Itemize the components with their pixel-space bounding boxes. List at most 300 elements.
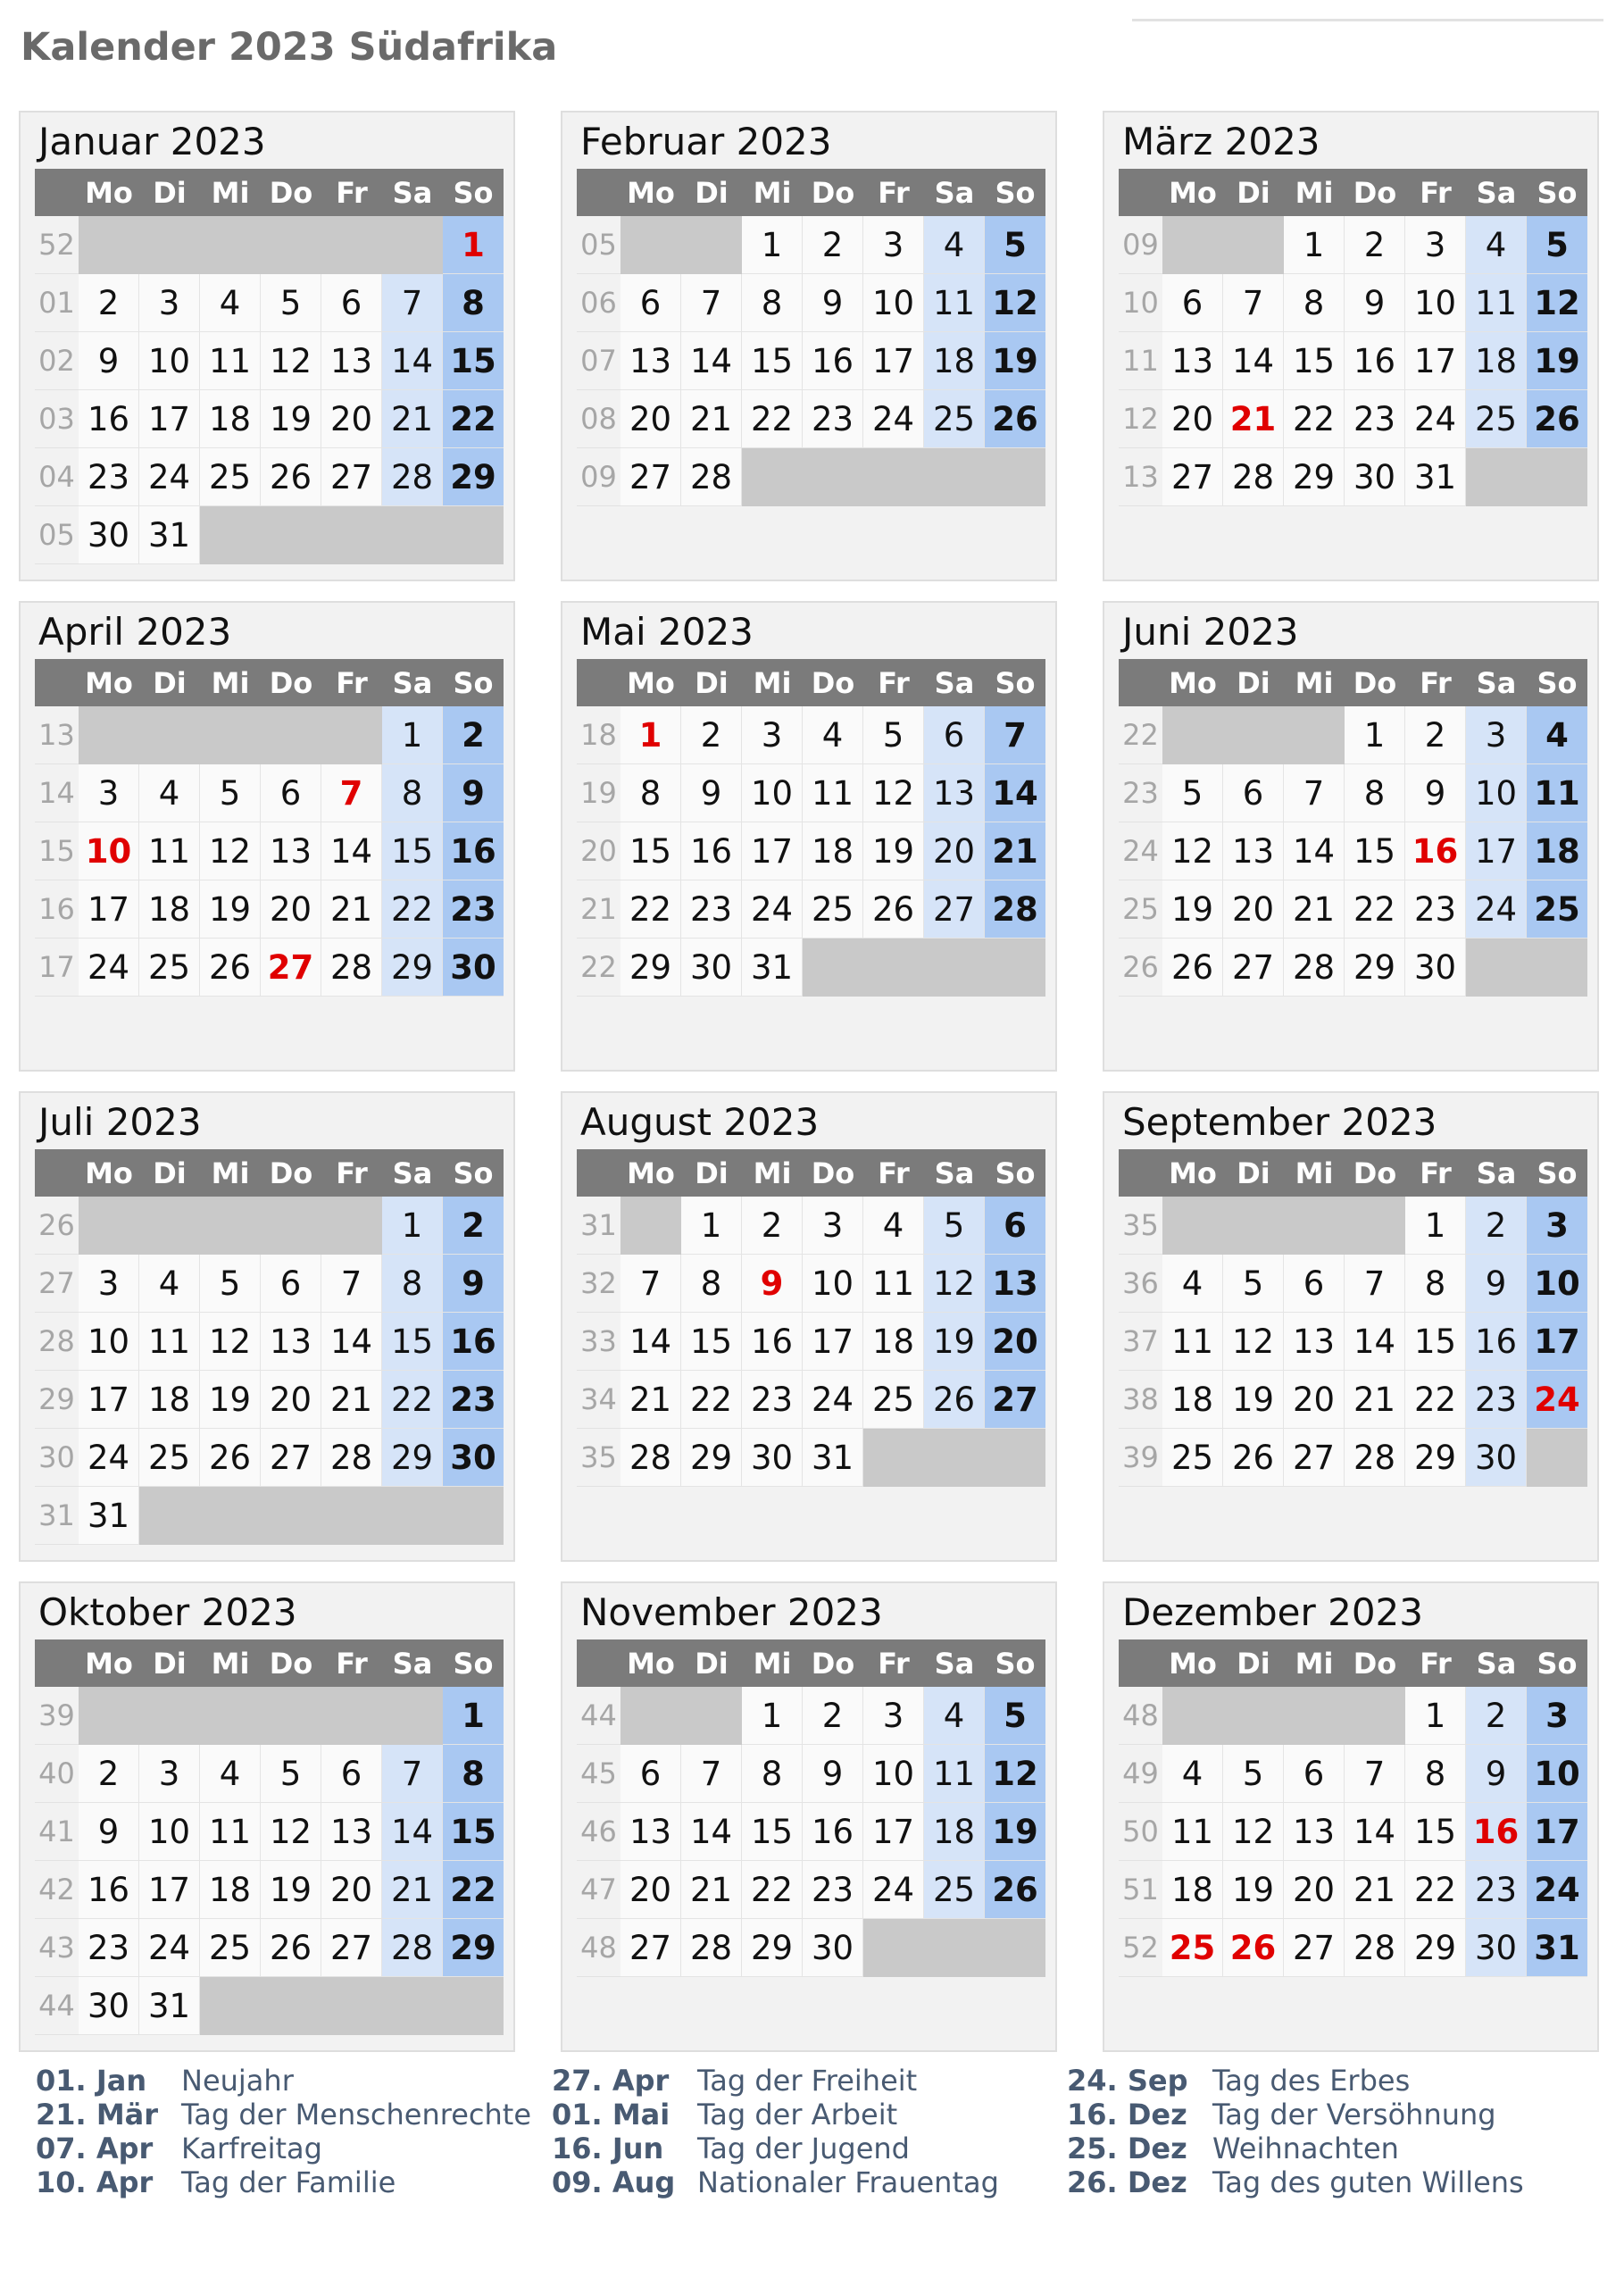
holiday-day-cell: 25 — [1162, 1919, 1223, 1977]
holiday-day-cell: 7 — [321, 764, 382, 822]
holiday-day-cell: 24 — [1527, 1371, 1587, 1429]
week-number: 13 — [1119, 448, 1162, 506]
day-cell: 25 — [139, 1429, 200, 1487]
day-cell: 16 — [1345, 332, 1405, 390]
month-grid — [1119, 1149, 1587, 1545]
empty-day-cell — [79, 216, 139, 274]
month-title: Mai 2023 — [580, 610, 754, 654]
week-number: 33 — [577, 1313, 620, 1371]
holiday-date: 21. Mär — [36, 2098, 159, 2132]
weekday-header: Do — [803, 1149, 863, 1197]
week-number: 46 — [577, 1803, 620, 1861]
weekday-header: Do — [261, 1639, 321, 1687]
day-cell: 17 — [1466, 822, 1527, 880]
month-grid — [577, 1149, 1045, 1545]
weekday-header: Sa — [382, 659, 443, 706]
day-cell: 5 — [261, 274, 321, 332]
week-number: 48 — [1119, 1687, 1162, 1745]
day-cell: 9 — [1466, 1255, 1527, 1313]
week-number: 39 — [35, 1687, 79, 1745]
day-cell: 28 — [321, 1429, 382, 1487]
month-grid — [1119, 169, 1587, 564]
week-number: 12 — [1119, 390, 1162, 448]
day-cell: 27 — [985, 1371, 1045, 1429]
day-cell: 6 — [1162, 274, 1223, 332]
empty-day-cell — [200, 706, 261, 764]
weekday-header: Fr — [1405, 659, 1466, 706]
weekday-header: So — [985, 659, 1045, 706]
week-number: 16 — [35, 880, 79, 939]
holiday-name: Weihnachten — [1212, 2132, 1399, 2165]
day-cell: 11 — [1466, 274, 1527, 332]
weekday-header: Do — [261, 1149, 321, 1197]
empty-day-cell — [1527, 448, 1587, 506]
day-cell: 3 — [139, 274, 200, 332]
day-cell: 14 — [1223, 332, 1284, 390]
holiday-day-cell: 1 — [443, 216, 504, 274]
day-cell: 11 — [803, 764, 863, 822]
day-cell: 5 — [261, 1745, 321, 1803]
day-cell: 5 — [1223, 1255, 1284, 1313]
month-panel — [561, 1581, 1057, 2052]
holiday-name: Tag der Versöhnung — [1212, 2098, 1496, 2132]
weekday-header: Di — [1223, 169, 1284, 216]
day-cell: 13 — [1284, 1803, 1345, 1861]
weekday-header: So — [443, 1149, 504, 1197]
empty-day-cell — [1162, 216, 1223, 274]
weekday-header: Mi — [742, 169, 803, 216]
week-number: 03 — [35, 390, 79, 448]
day-cell: 4 — [1162, 1255, 1223, 1313]
empty-day-cell — [382, 216, 443, 274]
holiday-name: Nationaler Frauentag — [697, 2165, 999, 2199]
day-cell: 2 — [443, 706, 504, 764]
day-cell: 7 — [1284, 764, 1345, 822]
week-number: 42 — [35, 1861, 79, 1919]
weekday-header: Mi — [200, 169, 261, 216]
day-cell: 23 — [79, 1919, 139, 1977]
month-panel — [1103, 1581, 1599, 2052]
week-number: 31 — [577, 1197, 620, 1255]
day-cell: 7 — [1345, 1745, 1405, 1803]
day-cell: 11 — [139, 822, 200, 880]
weekday-header: Fr — [1405, 1639, 1466, 1687]
weekday-header: Mi — [1284, 169, 1345, 216]
day-cell: 3 — [1466, 706, 1527, 764]
day-cell: 3 — [79, 764, 139, 822]
weekday-header: Mo — [1162, 659, 1223, 706]
week-number-header — [577, 1149, 620, 1197]
weekday-header: Mo — [620, 659, 681, 706]
month-grid — [577, 169, 1045, 564]
day-cell: 24 — [863, 1861, 924, 1919]
week-number: 20 — [577, 822, 620, 880]
day-cell: 19 — [200, 880, 261, 939]
day-cell: 6 — [1284, 1255, 1345, 1313]
page-title: Kalender 2023 Südafrika — [21, 25, 558, 70]
day-cell: 21 — [985, 822, 1045, 880]
weekday-header: Mo — [1162, 169, 1223, 216]
day-cell: 11 — [200, 332, 261, 390]
day-cell: 7 — [1223, 274, 1284, 332]
day-cell: 7 — [382, 274, 443, 332]
week-number: 11 — [1119, 332, 1162, 390]
empty-day-cell — [321, 706, 382, 764]
day-cell: 12 — [985, 274, 1045, 332]
month-grid — [1119, 1639, 1587, 2035]
day-cell: 4 — [924, 216, 985, 274]
weekday-header: Di — [681, 1639, 742, 1687]
day-cell: 27 — [620, 448, 681, 506]
top-divider — [1132, 19, 1603, 21]
day-cell: 21 — [321, 1371, 382, 1429]
day-cell: 27 — [1284, 1429, 1345, 1487]
day-cell: 28 — [620, 1429, 681, 1487]
weekday-header: Mo — [620, 1149, 681, 1197]
day-cell: 8 — [1284, 274, 1345, 332]
day-cell: 15 — [443, 1803, 504, 1861]
weekday-header: Sa — [924, 1639, 985, 1687]
holiday-day-cell: 26 — [1223, 1919, 1284, 1977]
day-cell: 17 — [863, 332, 924, 390]
day-cell: 28 — [985, 880, 1045, 939]
holiday-date: 01. Jan — [36, 2064, 147, 2098]
day-cell: 30 — [803, 1919, 863, 1977]
day-cell: 5 — [924, 1197, 985, 1255]
day-cell: 25 — [924, 1861, 985, 1919]
empty-day-cell — [321, 1687, 382, 1745]
day-cell: 8 — [443, 1745, 504, 1803]
day-cell: 31 — [742, 939, 803, 997]
empty-day-cell — [985, 939, 1045, 997]
day-cell: 15 — [443, 332, 504, 390]
empty-day-cell — [1284, 706, 1345, 764]
empty-day-cell — [200, 1487, 261, 1545]
day-cell: 9 — [1345, 274, 1405, 332]
empty-day-cell — [200, 1977, 261, 2035]
day-cell: 30 — [1405, 939, 1466, 997]
day-cell: 22 — [742, 390, 803, 448]
day-cell: 18 — [924, 1803, 985, 1861]
day-cell: 25 — [200, 1919, 261, 1977]
day-cell: 20 — [1284, 1861, 1345, 1919]
day-cell: 17 — [863, 1803, 924, 1861]
day-cell: 14 — [1345, 1803, 1405, 1861]
day-cell: 10 — [1466, 764, 1527, 822]
empty-day-cell — [443, 1977, 504, 2035]
day-cell: 24 — [1466, 880, 1527, 939]
weekday-header: Do — [261, 169, 321, 216]
day-cell: 2 — [681, 706, 742, 764]
day-cell: 13 — [1223, 822, 1284, 880]
day-cell: 30 — [79, 1977, 139, 2035]
weekday-header: Sa — [924, 169, 985, 216]
day-cell: 26 — [924, 1371, 985, 1429]
day-cell: 9 — [681, 764, 742, 822]
day-cell: 14 — [620, 1313, 681, 1371]
empty-day-cell — [985, 448, 1045, 506]
day-cell: 19 — [985, 332, 1045, 390]
empty-day-cell — [79, 1687, 139, 1745]
day-cell: 2 — [443, 1197, 504, 1255]
day-cell: 29 — [1405, 1919, 1466, 1977]
day-cell: 18 — [1162, 1371, 1223, 1429]
day-cell: 29 — [1345, 939, 1405, 997]
day-cell: 6 — [1223, 764, 1284, 822]
day-cell: 10 — [139, 1803, 200, 1861]
empty-day-cell — [1466, 448, 1527, 506]
holiday-entry — [1067, 2165, 1524, 2199]
empty-day-cell — [924, 1429, 985, 1487]
day-cell: 10 — [1527, 1255, 1587, 1313]
empty-day-cell — [321, 506, 382, 564]
month-grid — [35, 169, 504, 564]
day-cell: 27 — [1284, 1919, 1345, 1977]
day-cell: 8 — [382, 1255, 443, 1313]
day-cell: 1 — [382, 1197, 443, 1255]
day-cell: 24 — [79, 939, 139, 997]
month-panel — [19, 111, 515, 581]
day-cell: 25 — [1466, 390, 1527, 448]
empty-day-cell — [200, 1197, 261, 1255]
day-cell: 13 — [321, 1803, 382, 1861]
holiday-name: Tag des Erbes — [1212, 2064, 1411, 2098]
day-cell: 11 — [139, 1313, 200, 1371]
week-number: 32 — [577, 1255, 620, 1313]
day-cell: 1 — [382, 706, 443, 764]
day-cell: 31 — [1527, 1919, 1587, 1977]
day-cell: 19 — [261, 1861, 321, 1919]
holiday-name: Karfreitag — [181, 2132, 322, 2165]
day-cell: 21 — [321, 880, 382, 939]
weekday-header: Sa — [1466, 1149, 1527, 1197]
week-number: 49 — [1119, 1745, 1162, 1803]
empty-day-cell — [261, 1197, 321, 1255]
day-cell: 19 — [1527, 332, 1587, 390]
day-cell: 5 — [985, 216, 1045, 274]
weekday-header: Do — [803, 659, 863, 706]
empty-day-cell — [1223, 216, 1284, 274]
day-cell: 22 — [1405, 1371, 1466, 1429]
day-cell: 22 — [443, 1861, 504, 1919]
weekday-header: Do — [1345, 659, 1405, 706]
day-cell: 13 — [321, 332, 382, 390]
weekday-header: Mo — [79, 1639, 139, 1687]
empty-day-cell — [803, 448, 863, 506]
day-cell: 14 — [382, 1803, 443, 1861]
day-cell: 9 — [79, 1803, 139, 1861]
empty-day-cell — [261, 216, 321, 274]
day-cell: 10 — [863, 274, 924, 332]
day-cell: 16 — [443, 822, 504, 880]
day-cell: 11 — [200, 1803, 261, 1861]
weekday-header: So — [985, 1149, 1045, 1197]
day-cell: 15 — [742, 1803, 803, 1861]
holiday-entry — [1067, 2098, 1524, 2132]
day-cell: 20 — [620, 1861, 681, 1919]
day-cell: 14 — [681, 1803, 742, 1861]
day-cell: 8 — [443, 274, 504, 332]
week-number: 34 — [577, 1371, 620, 1429]
weekday-header: Mo — [620, 169, 681, 216]
week-number: 13 — [35, 706, 79, 764]
weekday-header: So — [443, 659, 504, 706]
day-cell: 16 — [803, 332, 863, 390]
empty-day-cell — [924, 1919, 985, 1977]
empty-day-cell — [1345, 1197, 1405, 1255]
weekday-header: Fr — [1405, 169, 1466, 216]
day-cell: 16 — [1466, 1313, 1527, 1371]
month-grid — [35, 1639, 504, 2035]
day-cell: 31 — [139, 1977, 200, 2035]
week-number: 08 — [577, 390, 620, 448]
weekday-header: Mi — [1284, 1149, 1345, 1197]
week-number: 52 — [35, 216, 79, 274]
day-cell: 26 — [261, 448, 321, 506]
day-cell: 27 — [620, 1919, 681, 1977]
day-cell: 3 — [1527, 1687, 1587, 1745]
empty-day-cell — [261, 1687, 321, 1745]
weekday-header: Sa — [1466, 169, 1527, 216]
week-number-header — [1119, 1149, 1162, 1197]
holiday-date: 25. Dez — [1067, 2132, 1187, 2165]
day-cell: 21 — [382, 390, 443, 448]
week-number-header — [577, 169, 620, 216]
day-cell: 21 — [382, 1861, 443, 1919]
day-cell: 19 — [985, 1803, 1045, 1861]
holiday-legend-column — [36, 2064, 531, 2199]
month-grid — [577, 659, 1045, 1055]
weekday-header: Fr — [863, 169, 924, 216]
week-number: 41 — [35, 1803, 79, 1861]
week-number: 01 — [35, 274, 79, 332]
day-cell: 24 — [1405, 390, 1466, 448]
empty-day-cell — [321, 216, 382, 274]
day-cell: 31 — [1405, 448, 1466, 506]
holiday-name: Tag der Familie — [181, 2165, 396, 2199]
holiday-name: Tag der Menschenrechte — [181, 2098, 532, 2132]
weekday-header: Sa — [924, 1149, 985, 1197]
empty-day-cell — [681, 216, 742, 274]
empty-day-cell — [139, 216, 200, 274]
day-cell: 8 — [1345, 764, 1405, 822]
day-cell: 20 — [1162, 390, 1223, 448]
weekday-header: Di — [139, 1149, 200, 1197]
day-cell: 16 — [443, 1313, 504, 1371]
day-cell: 22 — [1405, 1861, 1466, 1919]
day-cell: 31 — [803, 1429, 863, 1487]
day-cell: 18 — [863, 1313, 924, 1371]
day-cell: 22 — [1284, 390, 1345, 448]
day-cell: 18 — [924, 332, 985, 390]
day-cell: 30 — [443, 1429, 504, 1487]
empty-day-cell — [742, 448, 803, 506]
week-number: 39 — [1119, 1429, 1162, 1487]
week-number: 30 — [35, 1429, 79, 1487]
weekday-header: Mi — [1284, 1639, 1345, 1687]
empty-day-cell — [1162, 1687, 1223, 1745]
day-cell: 5 — [863, 706, 924, 764]
day-cell: 30 — [1466, 1919, 1527, 1977]
holiday-entry — [1067, 2064, 1524, 2098]
day-cell: 11 — [924, 1745, 985, 1803]
holiday-entry — [36, 2098, 531, 2132]
weekday-header: So — [985, 169, 1045, 216]
day-cell: 26 — [1527, 390, 1587, 448]
day-cell: 5 — [1527, 216, 1587, 274]
day-cell: 10 — [863, 1745, 924, 1803]
day-cell: 3 — [139, 1745, 200, 1803]
day-cell: 4 — [200, 274, 261, 332]
weekday-header: Sa — [382, 1149, 443, 1197]
day-cell: 10 — [79, 1313, 139, 1371]
day-cell: 8 — [1405, 1255, 1466, 1313]
week-number-header — [577, 1639, 620, 1687]
week-number: 07 — [577, 332, 620, 390]
weekday-header: Mi — [742, 1639, 803, 1687]
week-number: 38 — [1119, 1371, 1162, 1429]
day-cell: 20 — [1284, 1371, 1345, 1429]
day-cell: 15 — [1345, 822, 1405, 880]
day-cell: 25 — [1527, 880, 1587, 939]
empty-day-cell — [200, 1687, 261, 1745]
day-cell: 22 — [681, 1371, 742, 1429]
weekday-header: So — [1527, 1149, 1587, 1197]
day-cell: 26 — [261, 1919, 321, 1977]
day-cell: 14 — [321, 1313, 382, 1371]
day-cell: 1 — [742, 216, 803, 274]
day-cell: 9 — [803, 274, 863, 332]
day-cell: 18 — [200, 390, 261, 448]
day-cell: 8 — [742, 1745, 803, 1803]
weekday-header: Di — [1223, 1149, 1284, 1197]
empty-day-cell — [79, 1197, 139, 1255]
weekday-header: Fr — [863, 1149, 924, 1197]
day-cell: 23 — [443, 880, 504, 939]
weekday-header: So — [443, 1639, 504, 1687]
week-number: 14 — [35, 764, 79, 822]
day-cell: 23 — [1466, 1371, 1527, 1429]
weekday-header: Do — [1345, 1149, 1405, 1197]
day-cell: 27 — [1162, 448, 1223, 506]
week-number: 50 — [1119, 1803, 1162, 1861]
day-cell: 13 — [924, 764, 985, 822]
day-cell: 28 — [382, 448, 443, 506]
day-cell: 15 — [620, 822, 681, 880]
day-cell: 28 — [1284, 939, 1345, 997]
day-cell: 21 — [1284, 880, 1345, 939]
week-number-header — [35, 659, 79, 706]
day-cell: 5 — [200, 764, 261, 822]
holiday-date: 26. Dez — [1067, 2165, 1187, 2199]
day-cell: 11 — [1162, 1803, 1223, 1861]
day-cell: 8 — [620, 764, 681, 822]
day-cell: 5 — [1223, 1745, 1284, 1803]
month-title: Februar 2023 — [580, 120, 832, 163]
week-number: 24 — [1119, 822, 1162, 880]
week-number: 23 — [1119, 764, 1162, 822]
day-cell: 12 — [261, 332, 321, 390]
week-number: 44 — [577, 1687, 620, 1745]
weekday-header: Mo — [79, 1149, 139, 1197]
day-cell: 20 — [261, 880, 321, 939]
week-number: 02 — [35, 332, 79, 390]
day-cell: 23 — [681, 880, 742, 939]
month-panel — [561, 1091, 1057, 1562]
day-cell: 6 — [985, 1197, 1045, 1255]
week-number: 48 — [577, 1919, 620, 1977]
holiday-name: Tag der Freiheit — [697, 2064, 918, 2098]
